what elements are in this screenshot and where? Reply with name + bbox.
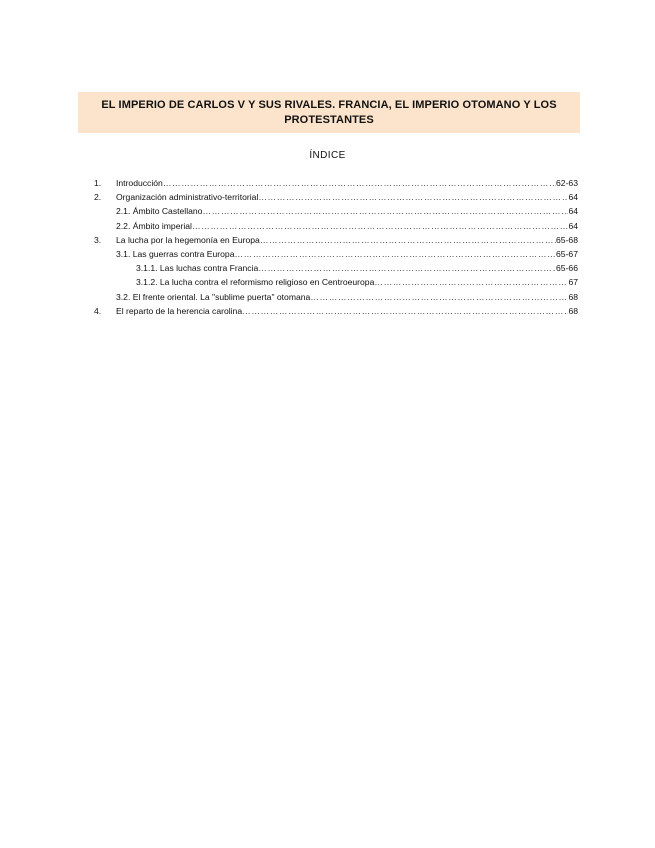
document-title-line-2: PROTESTANTES	[284, 114, 374, 126]
toc-entry-label: 3.1. Las guerras contra Europa	[116, 248, 235, 259]
toc-dot-leader	[258, 190, 568, 204]
toc-entry-lucha-hegemonia	[94, 233, 578, 247]
toc-entry-introduccion	[94, 176, 578, 190]
document-title-line-1: EL IMPERIO DE CARLOS V Y SUS RIVALES. FRANCIA, EL IMPERIO OTOMANO Y LOS	[101, 99, 557, 111]
toc-entry-page: 67	[568, 277, 578, 288]
toc-entry-page: 65-67	[556, 248, 578, 259]
toc-entry-reparto-herencia	[94, 304, 578, 318]
toc-dot-leader	[242, 304, 568, 318]
toc-dot-leader	[258, 261, 556, 275]
toc-entry-ambito-castellano	[94, 204, 578, 218]
toc-entry-page: 64	[568, 220, 578, 231]
toc-entry-page: 64	[568, 206, 578, 217]
toc-dot-leader	[374, 275, 568, 289]
toc-entry-label: 3.2. El frente oriental. La "sublime puerta" otomana	[116, 291, 311, 302]
toc-entry-guerras-europa	[94, 247, 578, 261]
toc-entry-luchas-francia	[94, 261, 578, 275]
toc-entry-number: 1.	[94, 178, 102, 188]
toc-entry-label: 3.1.2. La lucha contra el reformismo religioso en Centroeuropa	[136, 277, 375, 288]
toc-entry-frente-oriental	[94, 290, 578, 304]
toc-dot-leader	[310, 290, 568, 304]
toc-entry-page: 64	[568, 192, 578, 203]
index-heading: ÍNDICE	[309, 150, 346, 161]
toc-entry-organizacion	[94, 190, 578, 204]
toc-entry-number: 4.	[94, 305, 102, 316]
toc-entry-ambito-imperial	[94, 219, 578, 233]
toc-entry-page: 62-63	[556, 178, 578, 188]
toc-entry-page: 68	[568, 291, 578, 302]
table-of-contents	[94, 176, 578, 318]
toc-entry-reformismo-religioso	[94, 275, 578, 289]
toc-entry-label: El reparto de la herencia carolina	[116, 305, 243, 316]
toc-entry-label: Organización administrativo-territorial	[116, 192, 259, 203]
toc-dot-leader	[234, 247, 556, 261]
toc-entry-label: 3.1.1. Las luchas contra Francia	[136, 263, 259, 274]
document-title-banner	[78, 92, 580, 133]
toc-entry-page: 65-66	[556, 263, 578, 274]
toc-dot-leader	[192, 219, 568, 233]
toc-entry-label: Introducción	[116, 178, 163, 188]
toc-dot-leader	[260, 233, 556, 247]
toc-entry-number: 3.	[94, 234, 102, 245]
toc-entry-label: 2.2. Ámbito imperial	[116, 220, 192, 231]
toc-entry-page: 65-68	[556, 234, 578, 245]
toc-dot-leader	[163, 176, 556, 190]
toc-entry-number: 2.	[94, 192, 102, 203]
toc-entry-label: 2.1. Ámbito Castellano	[116, 206, 203, 217]
toc-entry-page: 68	[568, 305, 578, 316]
toc-entry-label: La lucha por la hegemonía en Europa	[116, 234, 260, 245]
toc-dot-leader	[202, 204, 568, 218]
